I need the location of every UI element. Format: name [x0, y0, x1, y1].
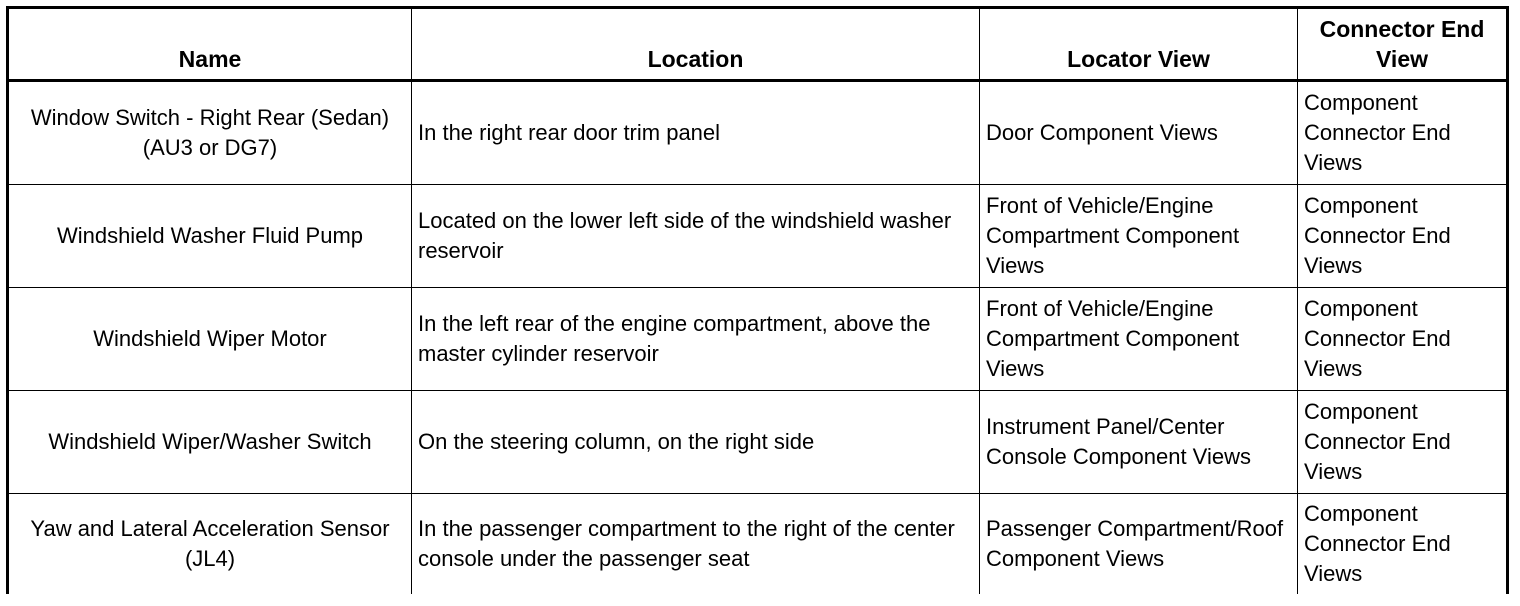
table-row — [8, 288, 1508, 391]
cell-name: Windshield Wiper/Washer Switch — [8, 391, 412, 494]
header-location: Location — [412, 8, 980, 81]
table-row — [8, 391, 1508, 494]
cell-locator-view: Door Component Views — [980, 81, 1298, 185]
cell-locator-view: Passenger Compartment/Roof Component Views — [980, 494, 1298, 595]
table-row — [8, 81, 1508, 185]
cell-location: Located on the lower left side of the windshield washer reservoir — [412, 185, 980, 288]
cell-connector-end-view: Component Connector End Views — [1298, 81, 1508, 185]
cell-location: In the passenger compartment to the right of the center console under the passenger seat — [412, 494, 980, 595]
cell-connector-end-view: Component Connector End Views — [1304, 501, 1451, 586]
cell-location: In the right rear door trim panel — [412, 81, 980, 185]
cell-connector-end-view: Component Connector End Views — [1298, 185, 1508, 288]
header-row — [8, 8, 1508, 81]
cell-locator-view: Front of Vehicle/Engine Compartment Component Views — [980, 288, 1298, 391]
cell-locator-view: Front of Vehicle/Engine Compartment Component Views — [980, 185, 1298, 288]
cell-connector-end-view: Component Connector End Views — [1298, 288, 1508, 391]
cell-location: In the left rear of the engine compartment, above the master cylinder reservoir — [412, 288, 980, 391]
cell-name: Yaw and Lateral Acceleration Sensor (JL4) — [8, 494, 412, 595]
component-locator-table-wrapper — [6, 6, 1506, 594]
cell-locator-view: Instrument Panel/Center Console Component Views — [980, 391, 1298, 494]
cell-name: Windshield Washer Fluid Pump — [8, 185, 412, 288]
cell-name: Windshield Wiper Motor — [8, 288, 412, 391]
table-row — [8, 494, 1508, 595]
cell-location: On the steering column, on the right side — [412, 391, 980, 494]
cell-name: Window Switch - Right Rear (Sedan) (AU3 or DG7) — [8, 81, 412, 185]
header-name: Name — [8, 8, 412, 81]
cell-connector-end-view: Component Connector End Views — [1298, 391, 1508, 494]
header-locator-view: Locator View — [980, 8, 1298, 81]
component-locator-table — [6, 6, 1509, 594]
table-row — [8, 185, 1508, 288]
header-connector-end-view: Connector End View — [1298, 8, 1508, 81]
